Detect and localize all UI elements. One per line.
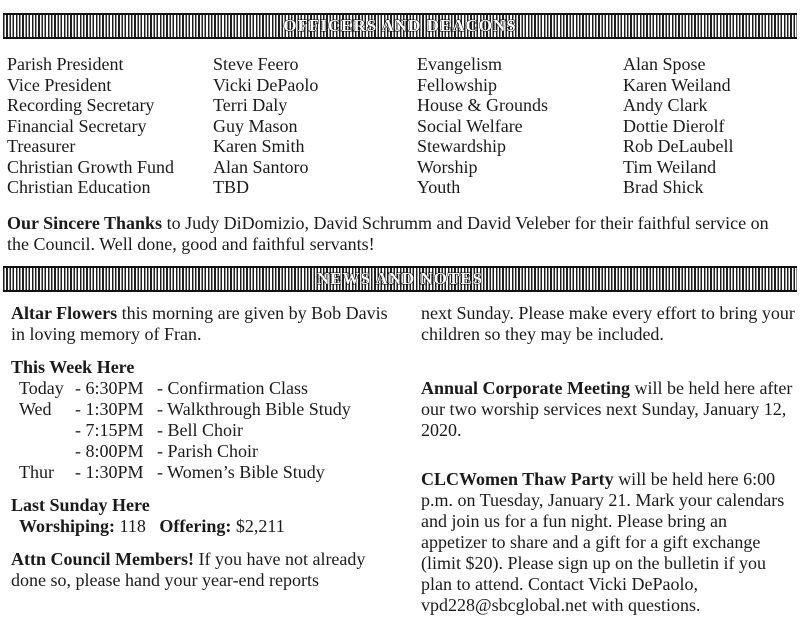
schedule-event: - Women’s Bible Study — [157, 462, 325, 482]
officers-left-names — [213, 54, 318, 198]
news-right-column — [421, 303, 796, 628]
council-heading: Attn Council Members! — [11, 549, 194, 569]
altar-text: this morning are given by Bob Davis in loving memory of Fran. — [11, 303, 388, 344]
role-label: Stewardship — [417, 136, 506, 156]
last-sunday-heading: Last Sunday Here — [11, 495, 150, 515]
officer-name: Brad Shick — [623, 177, 704, 197]
schedule-event: - Bell Choir — [157, 420, 243, 440]
schedule-time: - 1:30PM — [75, 399, 144, 419]
schedule-time: - 6:30PM — [75, 378, 144, 398]
last-sunday-section — [11, 495, 396, 537]
role-label: Worship — [417, 156, 478, 177]
role-label: House & Grounds — [417, 95, 548, 115]
officers-right-names — [623, 54, 733, 198]
this-week-section — [11, 357, 396, 483]
meeting-paragraph — [421, 378, 796, 441]
news-banner — [3, 266, 797, 292]
schedule-day: Wed — [19, 399, 52, 419]
schedule-day: Thur — [19, 462, 54, 482]
schedule-event: - Walkthrough Bible Study — [157, 399, 351, 419]
officer-name: Dottie Dierolf — [623, 115, 725, 136]
schedule-event: - Parish Choir — [157, 441, 258, 461]
thaw-party-heading: CLCWomen Thaw Party — [421, 469, 614, 489]
schedule-time: - 8:00PM — [75, 441, 144, 461]
officer-name: Vicki DePaolo — [213, 74, 319, 95]
role-label: Youth — [417, 177, 461, 197]
news-left-column — [11, 303, 396, 603]
role-label: Christian Growth Fund — [7, 156, 175, 177]
offering-label: Offering: — [159, 516, 232, 536]
altar-flowers-paragraph — [11, 303, 396, 345]
officers-banner — [3, 13, 797, 39]
schedule-time: - 7:15PM — [75, 420, 144, 440]
role-label: Social Welfare — [417, 115, 523, 136]
role-label: Evangelism — [417, 54, 502, 74]
role-label: Christian Education — [7, 177, 151, 197]
worshiping-label: Worshiping: — [19, 516, 116, 536]
schedule-table — [19, 378, 396, 483]
officer-name: Guy Mason — [213, 115, 298, 136]
officer-name: Alan Santoro — [213, 156, 309, 177]
officers-left-roles — [7, 54, 174, 198]
role-label: Vice President — [7, 74, 112, 95]
role-label: Recording Secretary — [7, 95, 155, 115]
meeting-text: will be held here after our two worship services next Sunday, January 12, 2020. — [421, 378, 793, 440]
thanks-paragraph — [7, 213, 793, 255]
schedule-day — [19, 420, 75, 441]
continued-paragraph: next Sunday. Please make every effort to bring your children so they may be included. — [421, 303, 795, 344]
officer-name: Terri Daly — [213, 95, 288, 115]
officer-name: Tim Weiland — [623, 156, 717, 177]
offering-value: $2,211 — [231, 516, 285, 536]
role-label: Parish President — [7, 54, 124, 74]
officer-name: Andy Clark — [623, 95, 708, 115]
schedule-day: Today — [19, 378, 64, 398]
worshiping-value: 118 — [115, 516, 146, 536]
this-week-heading: This Week Here — [11, 357, 135, 377]
role-label: Fellowship — [417, 74, 498, 95]
officer-name: TBD — [213, 177, 249, 197]
thanks-heading: Our Sincere Thanks — [7, 213, 163, 233]
altar-heading: Altar Flowers — [11, 303, 118, 323]
thaw-party-text: will be held here 6:00 p.m. on Tuesday, January 21. Mark your calendars and join us for a fun night. Please bring an appetizer to share and a gift for a gift exchange (limit $20). Please sign up on the bulletin if you plan to attend. Contact Vicki DePaolo, vpd228@sbcglobal.net with questions. — [421, 469, 785, 615]
role-label: Financial Secretary — [7, 115, 147, 136]
officer-name: Karen Weiland — [623, 74, 731, 95]
meeting-heading: Annual Corporate Meeting — [421, 378, 630, 398]
last-sunday-stats — [19, 516, 396, 537]
thaw-party-paragraph — [421, 469, 796, 616]
council-paragraph — [11, 549, 396, 591]
schedule-day — [19, 441, 75, 462]
role-label: Treasurer — [7, 136, 76, 156]
schedule-time: - 1:30PM — [75, 462, 144, 482]
officers-right-roles — [417, 54, 548, 198]
officer-name: Steve Feero — [213, 54, 299, 74]
news-banner-title: NEWS AND NOTES — [316, 269, 484, 288]
officer-name: Rob DeLaubell — [623, 136, 734, 156]
thanks-text: to Judy DiDomizio, David Schrumm and David Veleber for their faithful service on the Council. Well done, good and faithful servants! — [7, 213, 769, 254]
schedule-event: - Confirmation Class — [157, 378, 308, 398]
officer-name: Alan Spose — [623, 54, 706, 74]
officer-name: Karen Smith — [213, 136, 305, 156]
officers-banner-title: OFFICERS AND DEACONS — [283, 16, 517, 35]
council-text: If you have not already done so, please hand your year-end reports — [11, 549, 366, 590]
